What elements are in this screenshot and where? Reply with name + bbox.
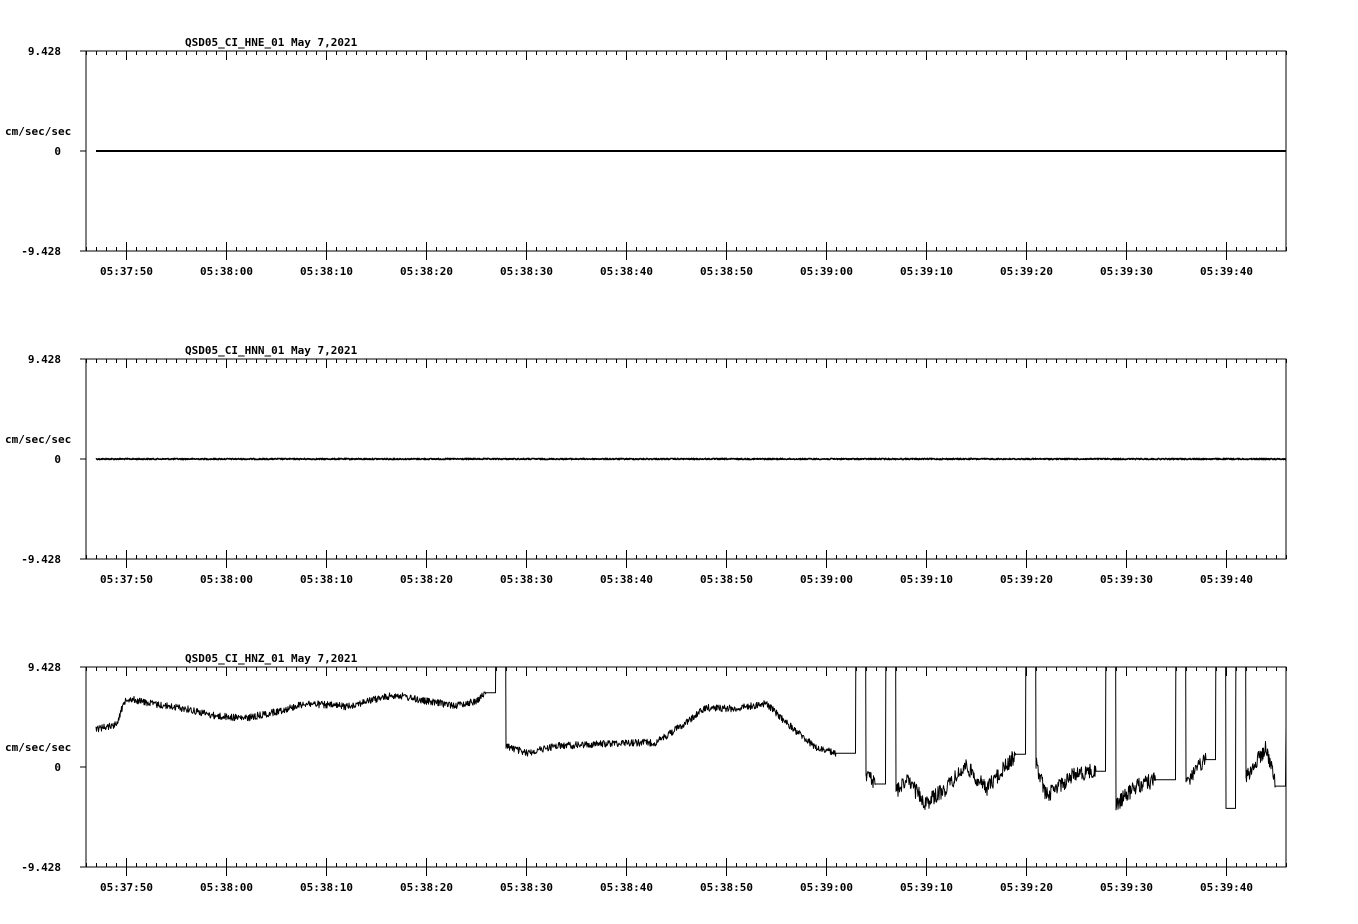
panel-title: QSD05_CI_HNN_01 May 7,2021 [185, 344, 358, 357]
x-tick-label: 05:38:10 [300, 881, 353, 894]
x-tick-label: 05:38:50 [700, 573, 753, 586]
y-tick-label: 9.428 [27, 45, 61, 58]
x-tick-label: 05:38:30 [500, 573, 553, 586]
x-tick-label: 05:39:00 [800, 573, 853, 586]
x-tick-label: 05:38:50 [700, 265, 753, 278]
x-tick-label: 05:39:40 [1200, 265, 1253, 278]
x-tick-label: 05:38:20 [400, 265, 453, 278]
x-tick-label: 05:39:00 [800, 881, 853, 894]
x-tick-label: 05:38:10 [300, 573, 353, 586]
y-tick-label: -9.428 [21, 861, 61, 874]
x-tick-label: 05:37:50 [100, 265, 153, 278]
x-tick-label: 05:39:20 [1000, 573, 1053, 586]
x-tick-label: 05:38:00 [200, 573, 253, 586]
y-tick-label: -9.428 [21, 553, 61, 566]
x-tick-label: 05:37:50 [100, 881, 153, 894]
x-tick-label: 05:39:40 [1200, 573, 1253, 586]
y-tick-label: 0 [54, 453, 61, 466]
panel-title: QSD05_CI_HNZ_01 May 7,2021 [185, 652, 358, 665]
x-tick-label: 05:38:50 [700, 881, 753, 894]
y-axis-label: cm/sec/sec [5, 741, 72, 754]
x-tick-label: 05:38:40 [600, 265, 653, 278]
x-tick-label: 05:39:40 [1200, 881, 1253, 894]
y-tick-label: -9.428 [21, 245, 61, 258]
x-tick-label: 05:39:00 [800, 265, 853, 278]
y-tick-label: 9.428 [27, 661, 61, 674]
x-tick-label: 05:38:40 [600, 573, 653, 586]
panel-title: QSD05_CI_HNE_01 May 7,2021 [185, 36, 358, 49]
x-tick-label: 05:38:40 [600, 881, 653, 894]
x-tick-label: 05:39:20 [1000, 881, 1053, 894]
y-tick-label: 9.428 [27, 353, 61, 366]
y-tick-label: 0 [54, 761, 61, 774]
waveform-trace [96, 458, 1286, 459]
x-tick-label: 05:38:00 [200, 881, 253, 894]
x-tick-label: 05:38:00 [200, 265, 253, 278]
x-tick-label: 05:39:20 [1000, 265, 1053, 278]
x-tick-label: 05:38:30 [500, 265, 553, 278]
y-axis-label: cm/sec/sec [5, 125, 72, 138]
x-tick-label: 05:38:20 [400, 881, 453, 894]
x-tick-label: 05:39:30 [1100, 881, 1153, 894]
x-tick-label: 05:39:10 [900, 881, 953, 894]
x-tick-label: 05:39:10 [900, 573, 953, 586]
x-tick-label: 05:38:30 [500, 881, 553, 894]
x-tick-label: 05:37:50 [100, 573, 153, 586]
y-axis-label: cm/sec/sec [5, 433, 72, 446]
x-tick-label: 05:38:10 [300, 265, 353, 278]
x-tick-label: 05:39:30 [1100, 265, 1153, 278]
x-tick-label: 05:39:30 [1100, 573, 1153, 586]
y-tick-label: 0 [54, 145, 61, 158]
x-tick-label: 05:38:20 [400, 573, 453, 586]
x-tick-label: 05:39:10 [900, 265, 953, 278]
